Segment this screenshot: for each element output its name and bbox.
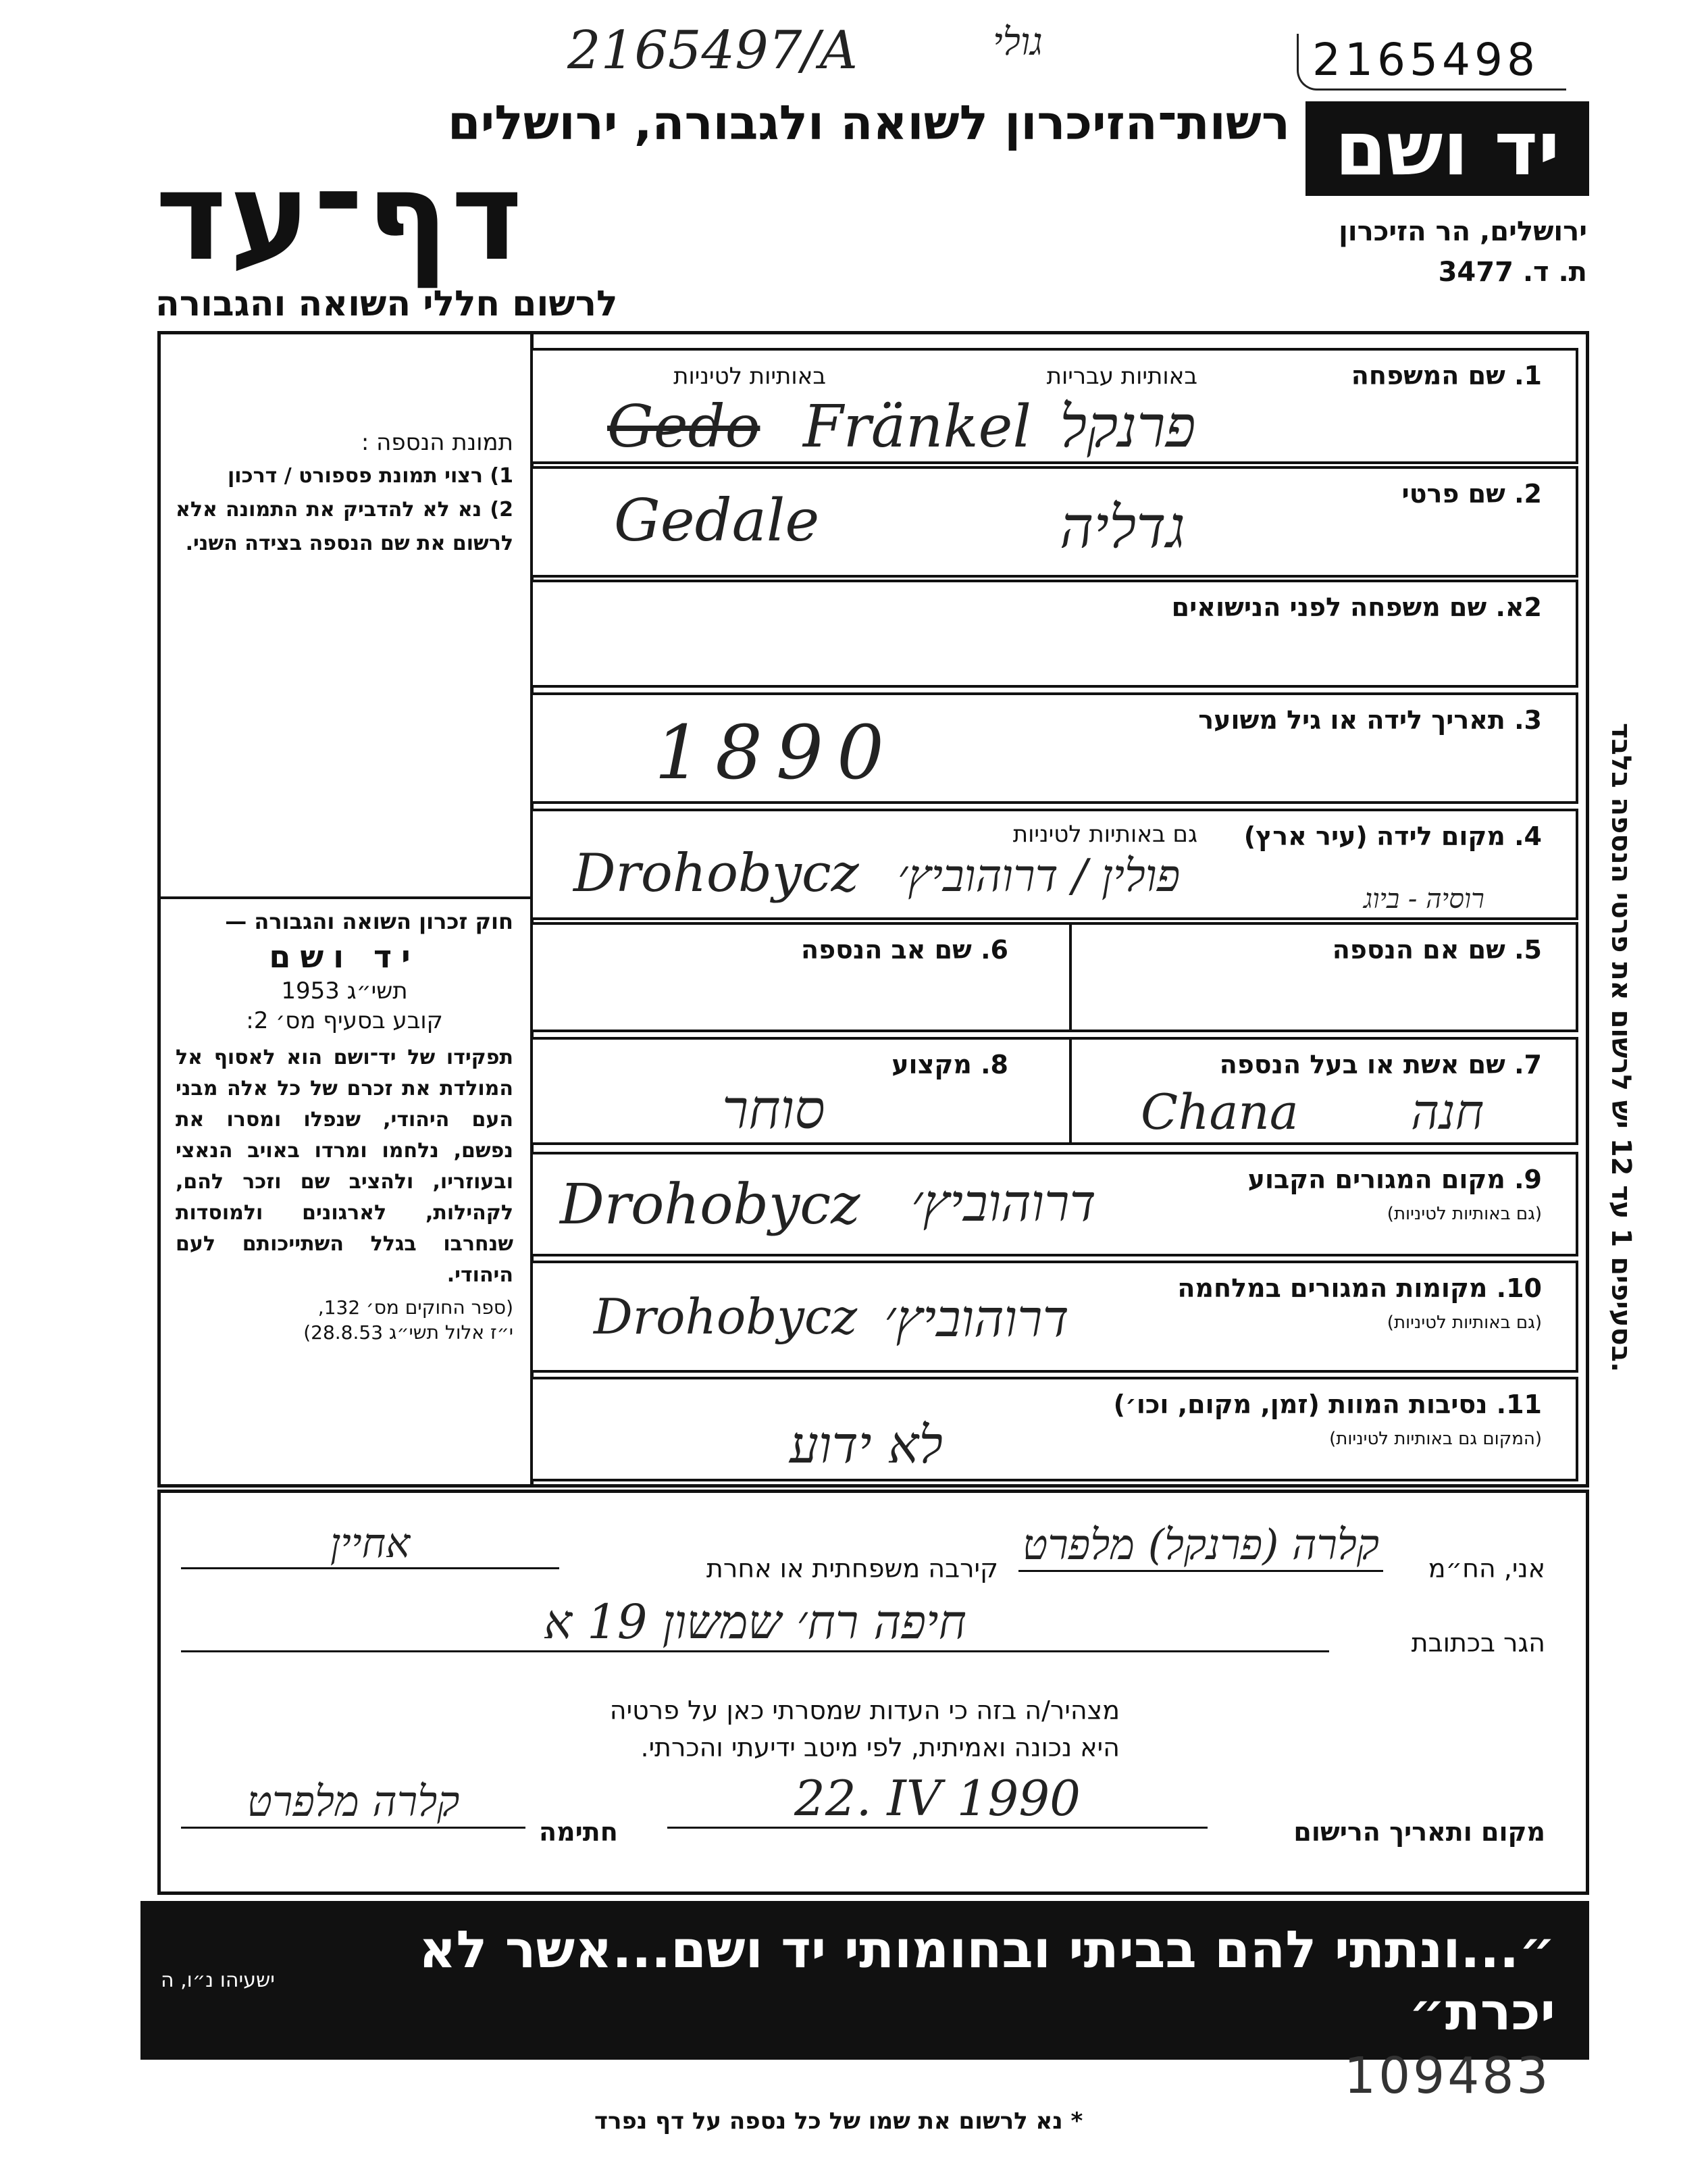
field-maiden-name[interactable] (530, 580, 1578, 688)
hebrew-letters-label: באותיות עבריות (1046, 363, 1197, 390)
field-num: 7. (1514, 1050, 1542, 1080)
file-number-a: 2165497/A (567, 20, 858, 81)
address-label: הגר בכתובת (1411, 1628, 1545, 1658)
address-value[interactable]: חיפה רח׳ שמשון 19 א (181, 1594, 1329, 1652)
field-num: 1. (1514, 361, 1542, 390)
field-spouse-name[interactable] (1220, 1049, 1542, 1080)
law-ref-1: (ספר החוקים מס׳ 132, (317, 1296, 513, 1319)
field-wartime-residence[interactable] (530, 1261, 1578, 1373)
field-label: שם פרטי (1401, 479, 1505, 509)
field-label: שם אב הנספה (801, 935, 972, 965)
family-name-latin: Fränkel (803, 393, 1031, 461)
struck-value: Gedo (607, 393, 760, 461)
field-label: תאריך לידה או גיל משוער (1198, 705, 1505, 735)
field-spouse-profession (530, 1037, 1578, 1145)
field-label: שם המשפחה (1351, 361, 1505, 390)
field-family-name[interactable] (530, 348, 1578, 464)
field-sublabel: (גם באותיות לטיניות) (1387, 1204, 1542, 1224)
field-birth-place[interactable] (530, 809, 1578, 920)
field-mother-name[interactable] (1333, 934, 1542, 965)
death-circumstances-value: לא ידוע (790, 1415, 943, 1475)
page-title: דף־עד (155, 147, 525, 288)
po-box: ת. ד. 3477 (1438, 257, 1587, 288)
initials: גולי (993, 20, 1043, 64)
field-num: 6. (981, 935, 1008, 965)
law-box (176, 909, 513, 1344)
photo-item-1: 1) רצוי תמונת פספורט / דרכון (227, 464, 513, 488)
declarant-label: אני, הח״מ (1428, 1554, 1545, 1583)
law-body: תפקידו של יד־ושם הוא לאסוף אל המולדת את זכרם של כל אלה מבני העם היהודי, שנפלו ומסרו את נפשם, נלחמו ומרדו באויב הנאצי ובעוזריו, ולהציב שם וזכר להם, לקהילות, לארגונים ולמוסדות שנחרבו בגלל השתייכותם לעם היהודי. (176, 1046, 513, 1287)
family-name-hebrew: פרנקל (1060, 393, 1196, 461)
first-name-latin: Gedale (614, 487, 820, 555)
photo-box (176, 426, 513, 561)
statement-line-2: היא נכונה ואמיתית, לפי מיטב ידיעתי והכרתי. (640, 1733, 1120, 1762)
row-divider (1069, 1040, 1072, 1142)
wartime-residence-latin: Drohobycz (594, 1288, 858, 1345)
field-label: שם משפחה לפני הנישואים (1171, 592, 1487, 622)
field-num: 2. (1514, 479, 1542, 509)
birth-date-value: 1890 (654, 709, 898, 796)
field-death-circumstances[interactable] (530, 1377, 1578, 1481)
field-first-name[interactable] (530, 466, 1578, 578)
residence-latin: Drohobycz (560, 1173, 860, 1237)
field-num: 10. (1496, 1273, 1542, 1303)
banner-source: ישעיהו נ״ו, ה (161, 1969, 275, 1992)
statement-line-1: מצהיר/ה בזה כי העדות שמסרתי כאן על פרטיה (609, 1696, 1120, 1725)
field-label: שם אם הנספה (1332, 935, 1505, 965)
law-line-1: חוק זכרון השואה והגבורה — (225, 909, 513, 934)
photo-item-2: 2) נא לא להדביק את התמונה אלא לרשום את שם הנספה בצידה השני. (176, 498, 513, 555)
photo-title: תמונת הנספה : (361, 429, 513, 456)
law-line-2: יד ושם (269, 938, 420, 975)
field-profession[interactable] (891, 1049, 1008, 1080)
law-line-4: קובע בסעיף מס׳ 2: (246, 1007, 443, 1034)
field-parents (530, 922, 1578, 1032)
field-sublabel: (גם באותיות לטיניות) (1387, 1313, 1542, 1333)
field-label: נסיבות המוות (זמן, מקום, וכו׳) (1113, 1390, 1488, 1419)
field-birth-date[interactable] (530, 692, 1578, 804)
residence-hebrew: דרוהוביץ׳ (911, 1173, 1096, 1233)
field-num: 5. (1514, 935, 1542, 965)
footer-note: * נא לרשום את שמו של כל נספה על דף נפרד (594, 2108, 1083, 2135)
address: ירושלים, הר הזיכרון (1339, 216, 1587, 247)
field-num: 2א. (1495, 592, 1542, 622)
first-name-hebrew: גדליה (1060, 494, 1185, 561)
quote-banner (140, 1901, 1589, 2060)
place-date-label: מקום ותאריך הרישום (1293, 1817, 1545, 1847)
field-num: 9. (1514, 1165, 1542, 1194)
bottom-number: 109483 (1344, 2047, 1551, 2105)
field-num: 4. (1514, 821, 1542, 851)
birth-place-hebrew: פולין / דרוהוביץ׳ (898, 850, 1181, 902)
wartime-residence-hebrew: דרוהוביץ׳ (884, 1288, 1069, 1348)
field-permanent-residence[interactable] (530, 1152, 1578, 1256)
relation-label: קירבה משפחתית או אחרת (706, 1554, 998, 1583)
field-num: 8. (981, 1050, 1008, 1080)
place-date-value[interactable]: 22. IV 1990 (667, 1770, 1208, 1829)
signature-label: חתימה (539, 1817, 618, 1847)
field-label: מקום המגורים הקבוע (1247, 1165, 1505, 1194)
declaration-box (157, 1490, 1589, 1895)
spouse-name-hebrew: חנה (1411, 1084, 1484, 1140)
signature-value[interactable]: קלרה מלפרט (181, 1777, 525, 1829)
left-divider (157, 896, 532, 899)
org-line: רשות־הזיכרון לשואה ולגבורה, ירושלים (447, 95, 1290, 151)
field-num: 11. (1496, 1390, 1542, 1419)
law-ref-2: י״ז אלול תשי״ג 28.8.53) (303, 1321, 513, 1344)
birth-place-hebrew-2: רוסיה - ביוג (1364, 884, 1484, 915)
field-sublabel: (המקום גם באותיות לטיניות) (1329, 1429, 1542, 1449)
row-divider (1069, 925, 1072, 1030)
field-label: מקומות המגורים במלחמה (1177, 1273, 1488, 1303)
field-label: מקום לידה (עיר ארץ) (1243, 821, 1505, 851)
latin-letters-label: גם באותיות לטיניות (1012, 821, 1197, 848)
yad-vashem-logo: יד ושם (1306, 101, 1589, 196)
field-label: מקצוע (891, 1050, 972, 1080)
declarant-name[interactable]: קלרה (פרנקל) מלפרט (1018, 1520, 1383, 1572)
banner-quote: ״...ונתתי להם בביתי ובחומותי יד ושם...אשר לא יכרת״ (419, 1919, 1555, 2041)
law-line-3: תשי״ג 1953 (281, 977, 408, 1005)
file-number-b: 2165498 (1297, 34, 1566, 91)
spouse-name-latin: Chana (1141, 1084, 1299, 1140)
side-note: בסעיפים 1 עד 12 יש לרשום את פרטי הנספה בלבד. (1605, 723, 1636, 1373)
page-subtitle: לרשום חללי השואה והגבורה (155, 284, 618, 324)
field-father-name[interactable] (801, 934, 1008, 965)
field-label: שם אשת או בעל הנספה (1219, 1050, 1505, 1080)
latin-letters-label: באותיות לטיניות (673, 363, 826, 390)
birth-place-latin: Drohobycz (573, 843, 859, 904)
relation-value[interactable]: אחיין (181, 1520, 559, 1569)
profession-value: סוחר (722, 1078, 825, 1141)
field-num: 3. (1514, 705, 1542, 735)
